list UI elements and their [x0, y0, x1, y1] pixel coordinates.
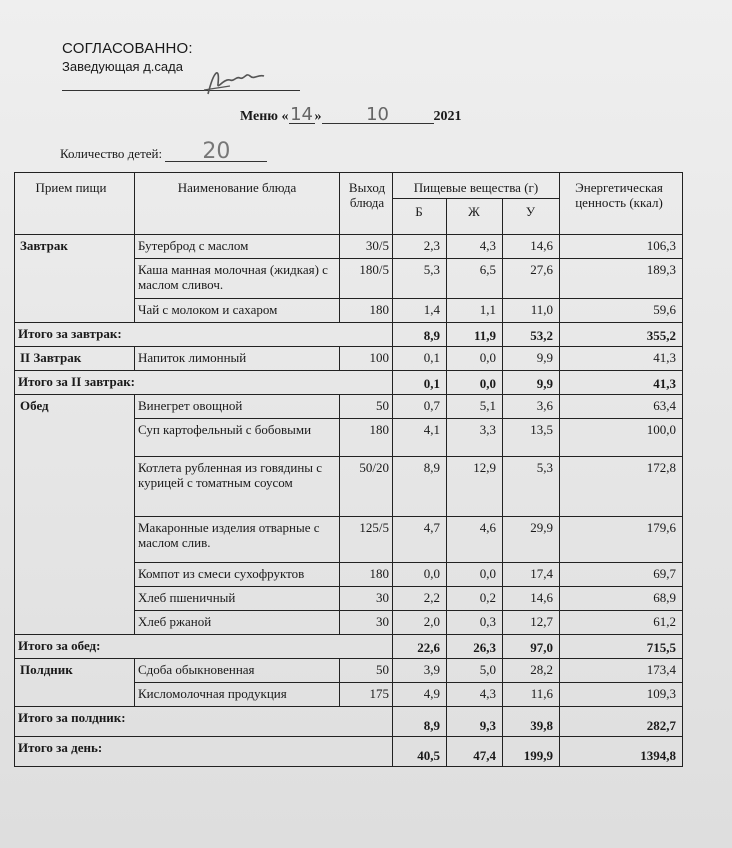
- grid-line: [134, 682, 135, 706]
- dish-output: 180/5: [359, 262, 389, 277]
- dish-value: 9,9: [536, 350, 553, 365]
- header-meal: Прием пищи: [35, 180, 107, 195]
- grid-line: [446, 418, 447, 456]
- dish-value: 5,1: [479, 398, 496, 413]
- grid-line: [392, 634, 393, 658]
- dish-output: 180: [369, 566, 389, 581]
- grid-line: [14, 658, 682, 659]
- grid-line: [14, 766, 682, 767]
- header-carbs: У: [525, 204, 536, 219]
- grid-line: [559, 658, 560, 682]
- grid-line: [502, 394, 503, 418]
- total-value: 0,0: [479, 376, 496, 391]
- grid-line: [339, 456, 340, 516]
- grid-line: [392, 322, 393, 346]
- dish-output: 30: [376, 590, 389, 605]
- children-count-label: Количество детей:: [60, 146, 163, 161]
- dish-value: 69,7: [653, 566, 676, 581]
- dish-value: 1,1: [479, 302, 496, 317]
- grid-line: [502, 456, 503, 516]
- grid-line: [502, 682, 503, 706]
- grid-line: [502, 234, 503, 258]
- grid-line: [446, 736, 447, 766]
- grid-line: [502, 736, 503, 766]
- total-value: 22,6: [417, 640, 440, 655]
- dish-value: 3,6: [536, 398, 553, 413]
- dish-value: 4,3: [479, 238, 496, 253]
- dish-value: 1,4: [423, 302, 440, 317]
- grid-line: [14, 736, 682, 737]
- total-value: 0,1: [423, 376, 440, 391]
- dish-output: 50: [376, 662, 389, 677]
- dish-name: Компот из смеси сухофруктов: [138, 566, 305, 581]
- grid-line: [446, 370, 447, 394]
- total-label: Итого за II завтрак:: [18, 374, 136, 389]
- signature-icon: [200, 60, 270, 100]
- table-border: [14, 172, 682, 173]
- grid-line: [134, 172, 135, 234]
- dish-value: 4,1: [423, 422, 440, 437]
- grid-line: [392, 418, 393, 456]
- menu-month: 10: [322, 107, 434, 124]
- menu-date-line: [240, 104, 462, 125]
- grid-line: [339, 346, 340, 370]
- grid-line: [339, 418, 340, 456]
- dish-value: 5,3: [423, 262, 440, 277]
- grid-line: [502, 610, 503, 634]
- grid-line: [559, 516, 560, 562]
- grid-line: [446, 634, 447, 658]
- grid-line: [502, 370, 503, 394]
- grid-line: [559, 562, 560, 586]
- approval-block: [62, 40, 193, 74]
- dish-value: 13,5: [530, 422, 553, 437]
- dish-value: 0,7: [423, 398, 440, 413]
- grid-line: [339, 258, 340, 298]
- grid-line: [339, 298, 340, 322]
- dish-value: 6,5: [479, 262, 496, 277]
- grid-line: [339, 562, 340, 586]
- total-value: 26,3: [473, 640, 496, 655]
- dish-name: Чай с молоком и сахаром: [138, 302, 278, 317]
- dish-value: 0,0: [479, 350, 496, 365]
- grid-line: [392, 586, 393, 610]
- header-energy: Энергетическая ценность (ккал): [575, 180, 663, 210]
- grid-line: [502, 586, 503, 610]
- dish-output: 175: [369, 686, 389, 701]
- meal-name: Завтрак: [20, 238, 68, 253]
- grid-line: [559, 172, 560, 234]
- dish-value: 189,3: [646, 262, 676, 277]
- total-value: 40,5: [417, 748, 440, 763]
- grid-line: [392, 706, 393, 736]
- total-value: 9,9: [536, 376, 553, 391]
- grid-line: [134, 610, 682, 611]
- grid-line: [559, 610, 560, 634]
- dish-value: 100,0: [646, 422, 676, 437]
- dish-name: Напиток лимонный: [138, 350, 247, 365]
- grid-line: [392, 456, 393, 516]
- dish-output: 180: [369, 422, 389, 437]
- grid-line: [559, 370, 560, 394]
- grid-line: [446, 610, 447, 634]
- dish-value: 5,3: [536, 460, 553, 475]
- meal-name: Обед: [20, 398, 49, 413]
- grid-line: [559, 346, 560, 370]
- dish-value: 68,9: [653, 590, 676, 605]
- dish-value: 3,3: [479, 422, 496, 437]
- grid-line: [339, 682, 340, 706]
- grid-line: [134, 258, 135, 298]
- grid-line: [559, 258, 560, 298]
- grid-line: [502, 418, 503, 456]
- grid-line: [446, 706, 447, 736]
- menu-prefix: Меню «: [240, 109, 289, 124]
- grid-line: [392, 234, 393, 258]
- grid-line: [559, 706, 560, 736]
- table-border: [682, 172, 683, 767]
- grid-line: [446, 394, 447, 418]
- dish-value: 0,2: [479, 590, 496, 605]
- menu-table: [14, 172, 682, 766]
- total-value: 53,2: [530, 328, 553, 343]
- dish-value: 4,6: [479, 520, 496, 535]
- dish-value: 12,7: [530, 614, 553, 629]
- total-value: 41,3: [653, 376, 676, 391]
- grid-line: [134, 586, 682, 587]
- total-value: 199,9: [523, 748, 553, 763]
- approval-position: Заведующая д.сада: [62, 59, 183, 74]
- header-nutrients: Пищевые вещества (г): [413, 180, 539, 195]
- dish-value: 2,0: [423, 614, 440, 629]
- grid-line: [502, 198, 503, 234]
- dish-value: 17,4: [530, 566, 553, 581]
- dish-name: Хлеб пшеничный: [138, 590, 236, 605]
- grid-line: [502, 562, 503, 586]
- dish-value: 61,2: [653, 614, 676, 629]
- dish-name: Каша манная молочная (жидкая) с маслом сливоч.: [138, 262, 328, 292]
- grid-line: [134, 562, 135, 586]
- grid-line: [134, 586, 135, 610]
- total-label: Итого за завтрак:: [18, 326, 122, 341]
- total-value: 1394,8: [640, 748, 676, 763]
- total-value: 11,9: [473, 328, 496, 343]
- dish-value: 4,9: [423, 686, 440, 701]
- menu-mid: »: [314, 109, 322, 124]
- grid-line: [339, 658, 340, 682]
- dish-value: 59,6: [653, 302, 676, 317]
- grid-line: [559, 456, 560, 516]
- grid-line: [502, 258, 503, 298]
- grid-line: [134, 516, 682, 517]
- grid-line: [502, 322, 503, 346]
- grid-line: [134, 682, 682, 683]
- total-label: Итого за обед:: [18, 638, 101, 653]
- grid-line: [559, 418, 560, 456]
- grid-line: [446, 298, 447, 322]
- dish-value: 0,3: [479, 614, 496, 629]
- dish-output: 50/20: [359, 460, 389, 475]
- dish-output: 50: [376, 398, 389, 413]
- grid-line: [14, 322, 682, 323]
- dish-output: 30: [376, 614, 389, 629]
- dish-value: 0,1: [423, 350, 440, 365]
- dish-name: Котлета рубленная из говядины с курицей с томатным соусом: [138, 460, 323, 490]
- grid-line: [559, 298, 560, 322]
- grid-line: [502, 346, 503, 370]
- dish-value: 14,6: [530, 238, 553, 253]
- grid-line: [446, 322, 447, 346]
- dish-name: Винегрет овощной: [138, 398, 243, 413]
- grid-line: [134, 562, 682, 563]
- grid-line: [14, 394, 682, 395]
- grid-line: [392, 198, 559, 199]
- dish-value: 11,0: [530, 302, 553, 317]
- meal-name: II Завтрак: [20, 350, 82, 365]
- dish-value: 5,0: [479, 662, 496, 677]
- grid-line: [14, 234, 682, 235]
- dish-name: Суп картофельный с бобовыми: [138, 422, 312, 437]
- grid-line: [559, 394, 560, 418]
- grid-line: [446, 562, 447, 586]
- grid-line: [339, 394, 340, 418]
- header-fat: Ж: [468, 204, 480, 219]
- grid-line: [392, 682, 393, 706]
- grid-line: [446, 516, 447, 562]
- grid-line: [559, 234, 560, 258]
- grid-line: [559, 322, 560, 346]
- dish-value: 3,9: [423, 662, 440, 677]
- grid-line: [392, 258, 393, 298]
- grid-line: [392, 394, 393, 418]
- grid-line: [134, 516, 135, 562]
- grid-line: [134, 418, 135, 456]
- grid-line: [559, 682, 560, 706]
- grid-line: [559, 586, 560, 610]
- children-count-value: 20: [165, 143, 267, 162]
- grid-line: [502, 634, 503, 658]
- dish-output: 30/5: [365, 238, 389, 253]
- grid-line: [392, 736, 393, 766]
- meal-name: Полдник: [20, 662, 73, 677]
- grid-line: [502, 298, 503, 322]
- grid-line: [134, 346, 135, 370]
- grid-line: [392, 298, 393, 322]
- grid-line: [559, 736, 560, 766]
- header-protein: Б: [415, 204, 423, 219]
- grid-line: [446, 682, 447, 706]
- dish-value: 12,9: [473, 460, 496, 475]
- grid-line: [446, 234, 447, 258]
- grid-line: [339, 586, 340, 610]
- header-dish: Наименование блюда: [177, 180, 297, 195]
- dish-value: 28,2: [530, 662, 553, 677]
- total-value: 715,5: [646, 640, 676, 655]
- grid-line: [502, 658, 503, 682]
- grid-line: [134, 418, 682, 419]
- dish-name: Хлеб ржаной: [138, 614, 212, 629]
- grid-line: [134, 298, 682, 299]
- grid-line: [392, 658, 393, 682]
- dish-value: 2,3: [423, 238, 440, 253]
- grid-line: [134, 658, 135, 682]
- grid-line: [14, 346, 682, 347]
- dish-value: 2,2: [423, 590, 440, 605]
- total-value: 47,4: [473, 748, 496, 763]
- grid-line: [392, 346, 393, 370]
- grid-line: [339, 234, 340, 258]
- grid-line: [134, 394, 135, 418]
- grid-line: [14, 634, 682, 635]
- grid-line: [502, 706, 503, 736]
- total-value: 8,9: [423, 718, 440, 733]
- dish-value: 172,8: [646, 460, 676, 475]
- dish-name: Сдоба обыкновенная: [138, 662, 255, 677]
- grid-line: [134, 610, 135, 634]
- grid-line: [446, 198, 447, 234]
- dish-value: 4,7: [423, 520, 440, 535]
- dish-output: 100: [369, 350, 389, 365]
- total-value: 355,2: [646, 328, 676, 343]
- grid-line: [392, 562, 393, 586]
- grid-line: [446, 346, 447, 370]
- dish-value: 63,4: [653, 398, 676, 413]
- total-value: 9,3: [479, 718, 496, 733]
- dish-value: 11,6: [530, 686, 553, 701]
- dish-name: Макаронные изделия отварные с маслом слив.: [138, 520, 320, 550]
- total-value: 97,0: [530, 640, 553, 655]
- total-label: Итого за день:: [18, 740, 103, 755]
- dish-value: 4,3: [479, 686, 496, 701]
- dish-value: 173,4: [646, 662, 676, 677]
- dish-name: Бутерброд с маслом: [138, 238, 249, 253]
- dish-value: 14,6: [530, 590, 553, 605]
- dish-value: 179,6: [646, 520, 676, 535]
- dish-output: 125/5: [359, 520, 389, 535]
- grid-line: [446, 456, 447, 516]
- dish-output: 180: [369, 302, 389, 317]
- dish-value: 29,9: [530, 520, 553, 535]
- dish-value: 8,9: [423, 460, 440, 475]
- menu-day: 14: [290, 104, 313, 125]
- dish-value: 109,3: [646, 686, 676, 701]
- dish-value: 0,0: [423, 566, 440, 581]
- total-value: 39,8: [530, 718, 553, 733]
- grid-line: [446, 258, 447, 298]
- total-value: 282,7: [646, 718, 676, 733]
- grid-line: [14, 706, 682, 707]
- children-count-line: [60, 139, 267, 164]
- grid-line: [134, 456, 682, 457]
- grid-line: [14, 370, 682, 371]
- grid-line: [339, 172, 340, 234]
- grid-line: [134, 258, 682, 259]
- grid-line: [559, 634, 560, 658]
- total-label: Итого за полдник:: [18, 710, 126, 725]
- grid-line: [134, 234, 135, 258]
- grid-line: [446, 586, 447, 610]
- dish-name: Кисломолочная продукция: [138, 686, 287, 701]
- dish-value: 27,6: [530, 262, 553, 277]
- grid-line: [392, 172, 393, 234]
- menu-year: 2021: [433, 109, 462, 124]
- grid-line: [392, 516, 393, 562]
- grid-line: [392, 610, 393, 634]
- dish-value: 106,3: [646, 238, 676, 253]
- dish-value: 41,3: [653, 350, 676, 365]
- grid-line: [339, 516, 340, 562]
- grid-line: [134, 298, 135, 322]
- dish-value: 0,0: [479, 566, 496, 581]
- grid-line: [502, 516, 503, 562]
- header-output: Выход блюда: [348, 180, 386, 210]
- grid-line: [339, 610, 340, 634]
- total-value: 8,9: [423, 328, 440, 343]
- table-border: [14, 172, 15, 767]
- grid-line: [134, 456, 135, 516]
- grid-line: [446, 658, 447, 682]
- approval-title: СОГЛАСОВАННО:: [62, 40, 193, 57]
- grid-line: [392, 370, 393, 394]
